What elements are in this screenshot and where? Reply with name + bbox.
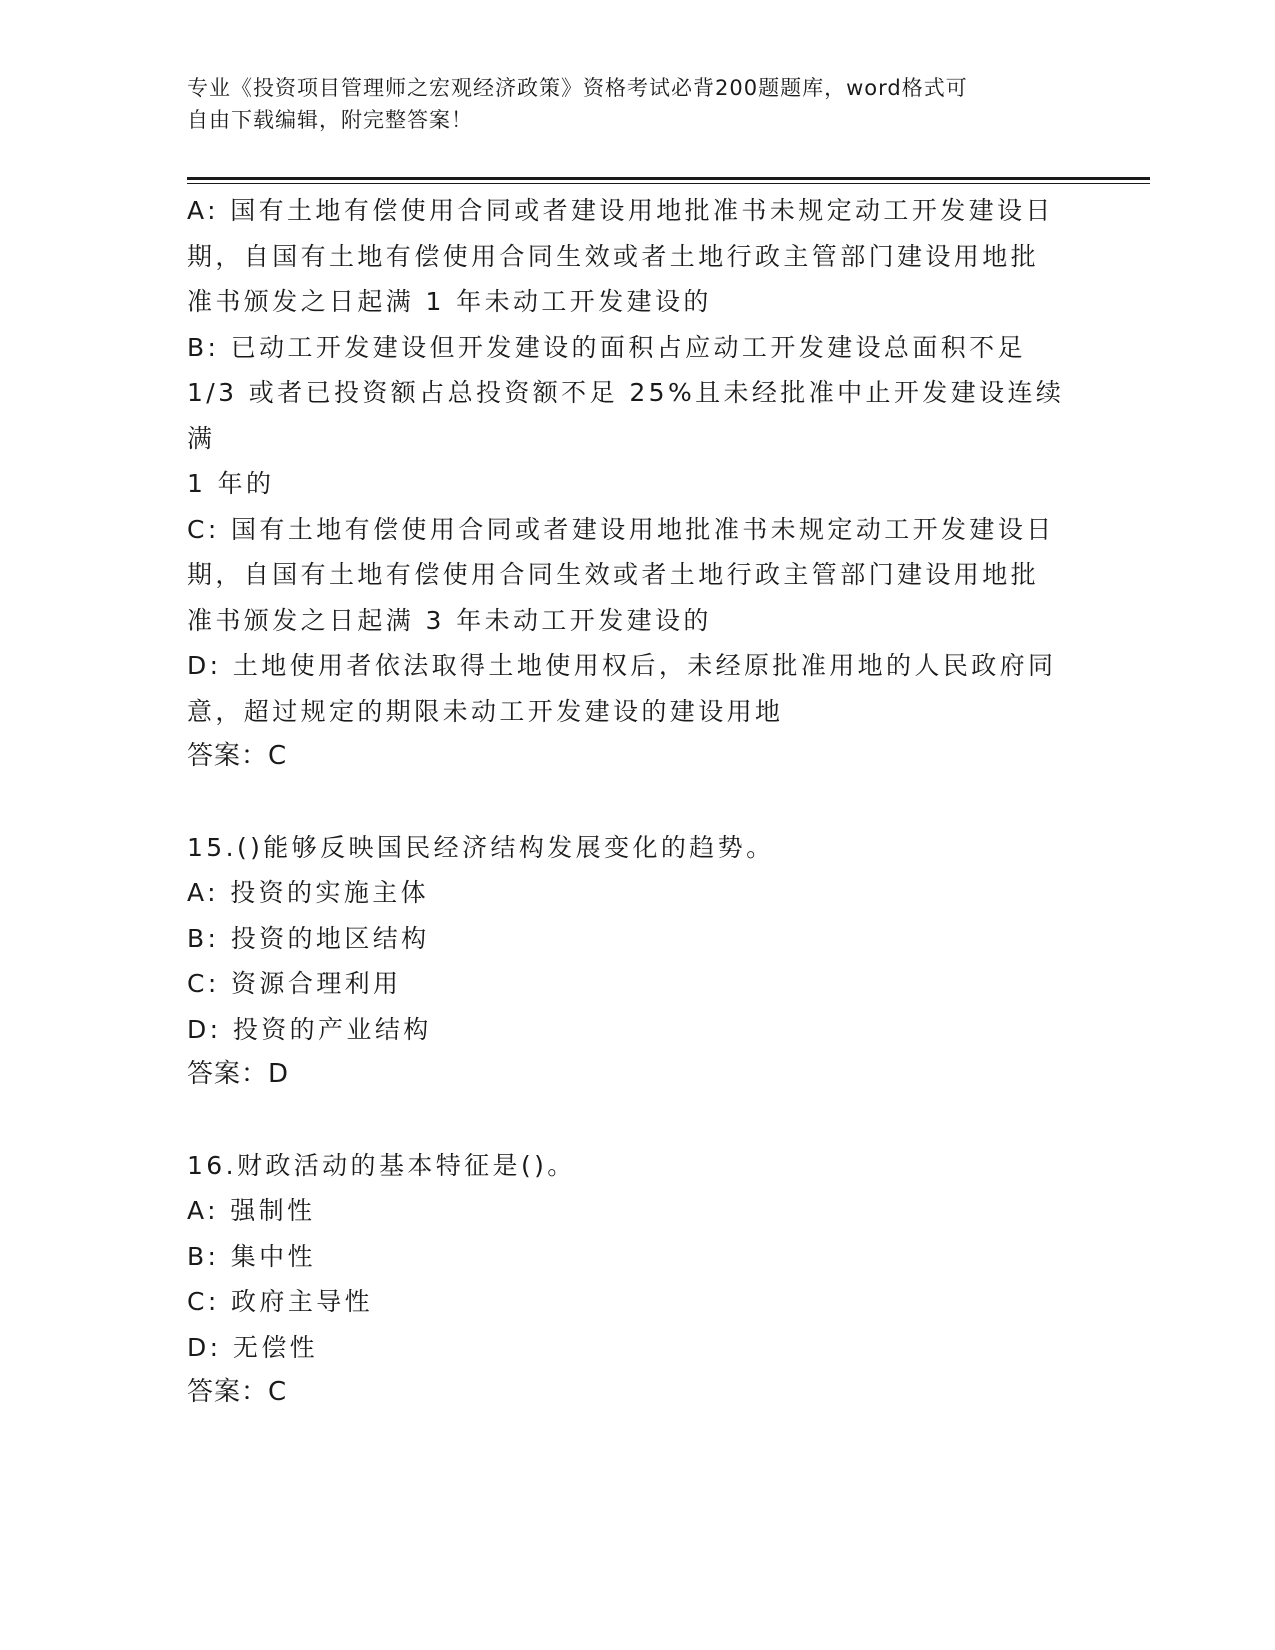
header-divider-thick — [187, 177, 1150, 180]
question-14-block — [187, 188, 1087, 780]
q15-answer: 答案：D — [187, 1059, 290, 1089]
q16-answer: 答案：C — [187, 1377, 288, 1407]
q16-option-a: A: 强制性 — [187, 1196, 316, 1225]
question-16-block — [187, 1143, 1087, 1416]
question-15-block — [187, 825, 1087, 1098]
q15-option-b: B: 投资的地区结构 — [187, 923, 430, 953]
q16-option-d: D: 无偿性 — [187, 1332, 319, 1362]
q15-option-d: D: 投资的产业结构 — [187, 1014, 432, 1044]
q14-option-a-line-1: A: 国有土地有偿使用合同或者建设用地批准书未规定动工开发建设日 — [187, 196, 1054, 225]
q14-option-a-line-3: 准书颁发之日起满 1 年未动工开发建设的 — [187, 287, 712, 316]
header-line-1: 专业《投资项目管理师之宏观经济政策》资格考试必背200题题库，word格式可 — [187, 76, 968, 100]
q14-option-d-line-1: D: 土地使用者依法取得土地使用权后，未经原批准用地的人民政府同 — [187, 651, 1057, 680]
q14-option-c-line-2: 期，自国有土地有偿使用合同生效或者土地行政主管部门建设用地批 — [187, 560, 1040, 589]
q16-question: 16.财政活动的基本特征是()。 — [187, 1150, 576, 1180]
q15-option-a: A: 投资的实施主体 — [187, 878, 430, 907]
q14-answer: 答案：C — [187, 741, 288, 771]
q14-option-d-line-2: 意，超过规定的期限未动工开发建设的建设用地 — [187, 696, 784, 726]
q14-option-b-line-3: 1 年的 — [187, 469, 275, 498]
header-divider-thin — [187, 183, 1150, 184]
q16-option-b: B: 集中性 — [187, 1241, 316, 1271]
document-body — [187, 188, 1087, 1416]
q14-option-c-line-3: 准书颁发之日起满 3 年未动工开发建设的 — [187, 605, 712, 635]
q14-option-c-line-1: C: 国有土地有偿使用合同或者建设用地批准书未规定动工开发建设日 — [187, 514, 1055, 544]
q16-option-c: C: 政府主导性 — [187, 1287, 374, 1316]
q15-option-c: C: 资源合理利用 — [187, 969, 402, 998]
q14-option-b-line-2: 1/3 或者已投资额占总投资额不足 25%且未经批准中止开发建设连续满 — [187, 378, 1065, 453]
q14-option-b-line-1: B: 已动工开发建设但开发建设的面积占应动工开发建设总面积不足 — [187, 332, 1026, 362]
q14-option-a-line-2: 期，自国有土地有偿使用合同生效或者土地行政主管部门建设用地批 — [187, 241, 1040, 271]
document-header — [187, 72, 1067, 136]
q15-question: 15.()能够反映国民经济结构发展变化的趋势。 — [187, 832, 775, 862]
spacer — [187, 1098, 1087, 1143]
spacer — [187, 780, 1087, 825]
header-line-2: 自由下载编辑，附完整答案！ — [187, 108, 473, 132]
